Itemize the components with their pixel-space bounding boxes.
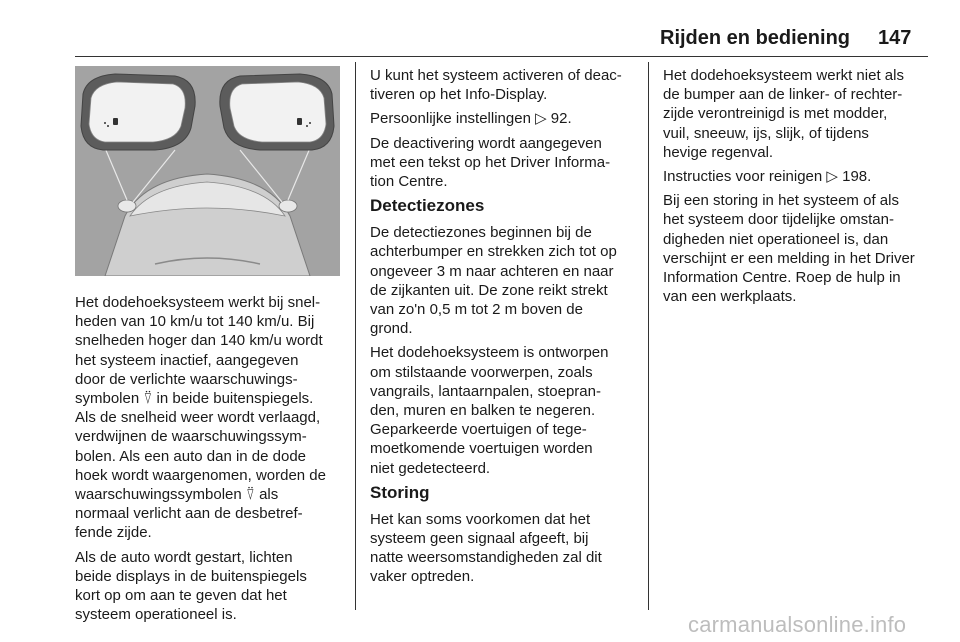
page-header: [0, 0, 960, 58]
paragraph: Persoonlijke instellingen ▷ 92.: [370, 110, 572, 128]
paragraph: Instructies voor reinigen ▷ 198.: [663, 168, 872, 186]
column-3: [663, 66, 943, 311]
paragraph: Bij een storing in het systeem of als het systeem door tijdelijke omstan- digheden niet operationeel is, dan verschijnt er een melding in het Driver Information Centre. Roep de hulp in van een werkplaats.: [663, 192, 915, 306]
paragraph: Het dodehoeksysteem is ontworpen om stilstaande voorwerpen, zoals vangrails, lantaarnpalen, stoepran- den, muren en balken te negeren. Geparkeerde voertuigen of tege- moetkomende voertuigen worden niet gedetecteerd.: [370, 344, 609, 477]
watermark: carmanualsonline.info: [688, 612, 907, 637]
paragraph: Het kan soms voorkomen dat het systeem geen signaal afgeeft, bij natte weersomstandigheden zal dit vaker optreden.: [370, 510, 602, 586]
paragraph: U kunt het systeem activeren of deac- tiveren op het Info-Display.: [370, 67, 622, 104]
header-rule: [75, 56, 928, 57]
paragraph: De detectiezones beginnen bij de achterbumper en strekken zich tot op ongeveer 3 m naar achteren en naar de zijkanten uit. De zone reikt strekt van zo'n 0,5 m tot 2 m boven de grond.: [370, 224, 617, 338]
column-1: [75, 293, 347, 629]
paragraph: Het dodehoeksysteem werkt bij snel- heden van 10 km/u tot 140 km/u. Bij snelheden hoger dan 140 km/u wordt het systeem inactief, aangegeven door de verlichte waarschuwings- symbolen ⍢ in beide buitenspiegels. Als de snelheid weer wordt verlaagd, verdwijnen de waarschuwingssym- bolen. Als een auto dan in de dode hoek wordt waargenomen, worden de waarschuwingssymbolen ⍢ als normaal verlicht aan de desbetref- fende zijde.: [75, 294, 326, 542]
column-2: [370, 66, 642, 592]
right-mirror-glass: [230, 82, 326, 142]
section-heading: Storing: [370, 482, 430, 502]
left-mirror-glass: [89, 82, 185, 142]
paragraph: De deactivering wordt aangegeven met een tekst op het Driver Informa- tion Centre.: [370, 134, 611, 191]
page-number: 147: [878, 27, 912, 49]
paragraph: Als de auto wordt gestart, lichten beide displays in de buitenspiegels kort op om aan te geven dat het systeem operationeel is.: [75, 548, 307, 624]
column-divider-2: [648, 62, 649, 610]
column-divider-1: [355, 62, 356, 610]
section-heading: Detectiezones: [370, 196, 485, 216]
paragraph: Het dodehoeksysteem werkt niet als de bumper aan de linker- of rechter- zijde verontreinigd is met modder, vuil, sneeuw, ijs, slijk, of tijdens hevige regenval.: [663, 67, 904, 161]
section-title: Rijden en bediening: [660, 27, 851, 49]
mirror-illustration: [75, 66, 340, 276]
